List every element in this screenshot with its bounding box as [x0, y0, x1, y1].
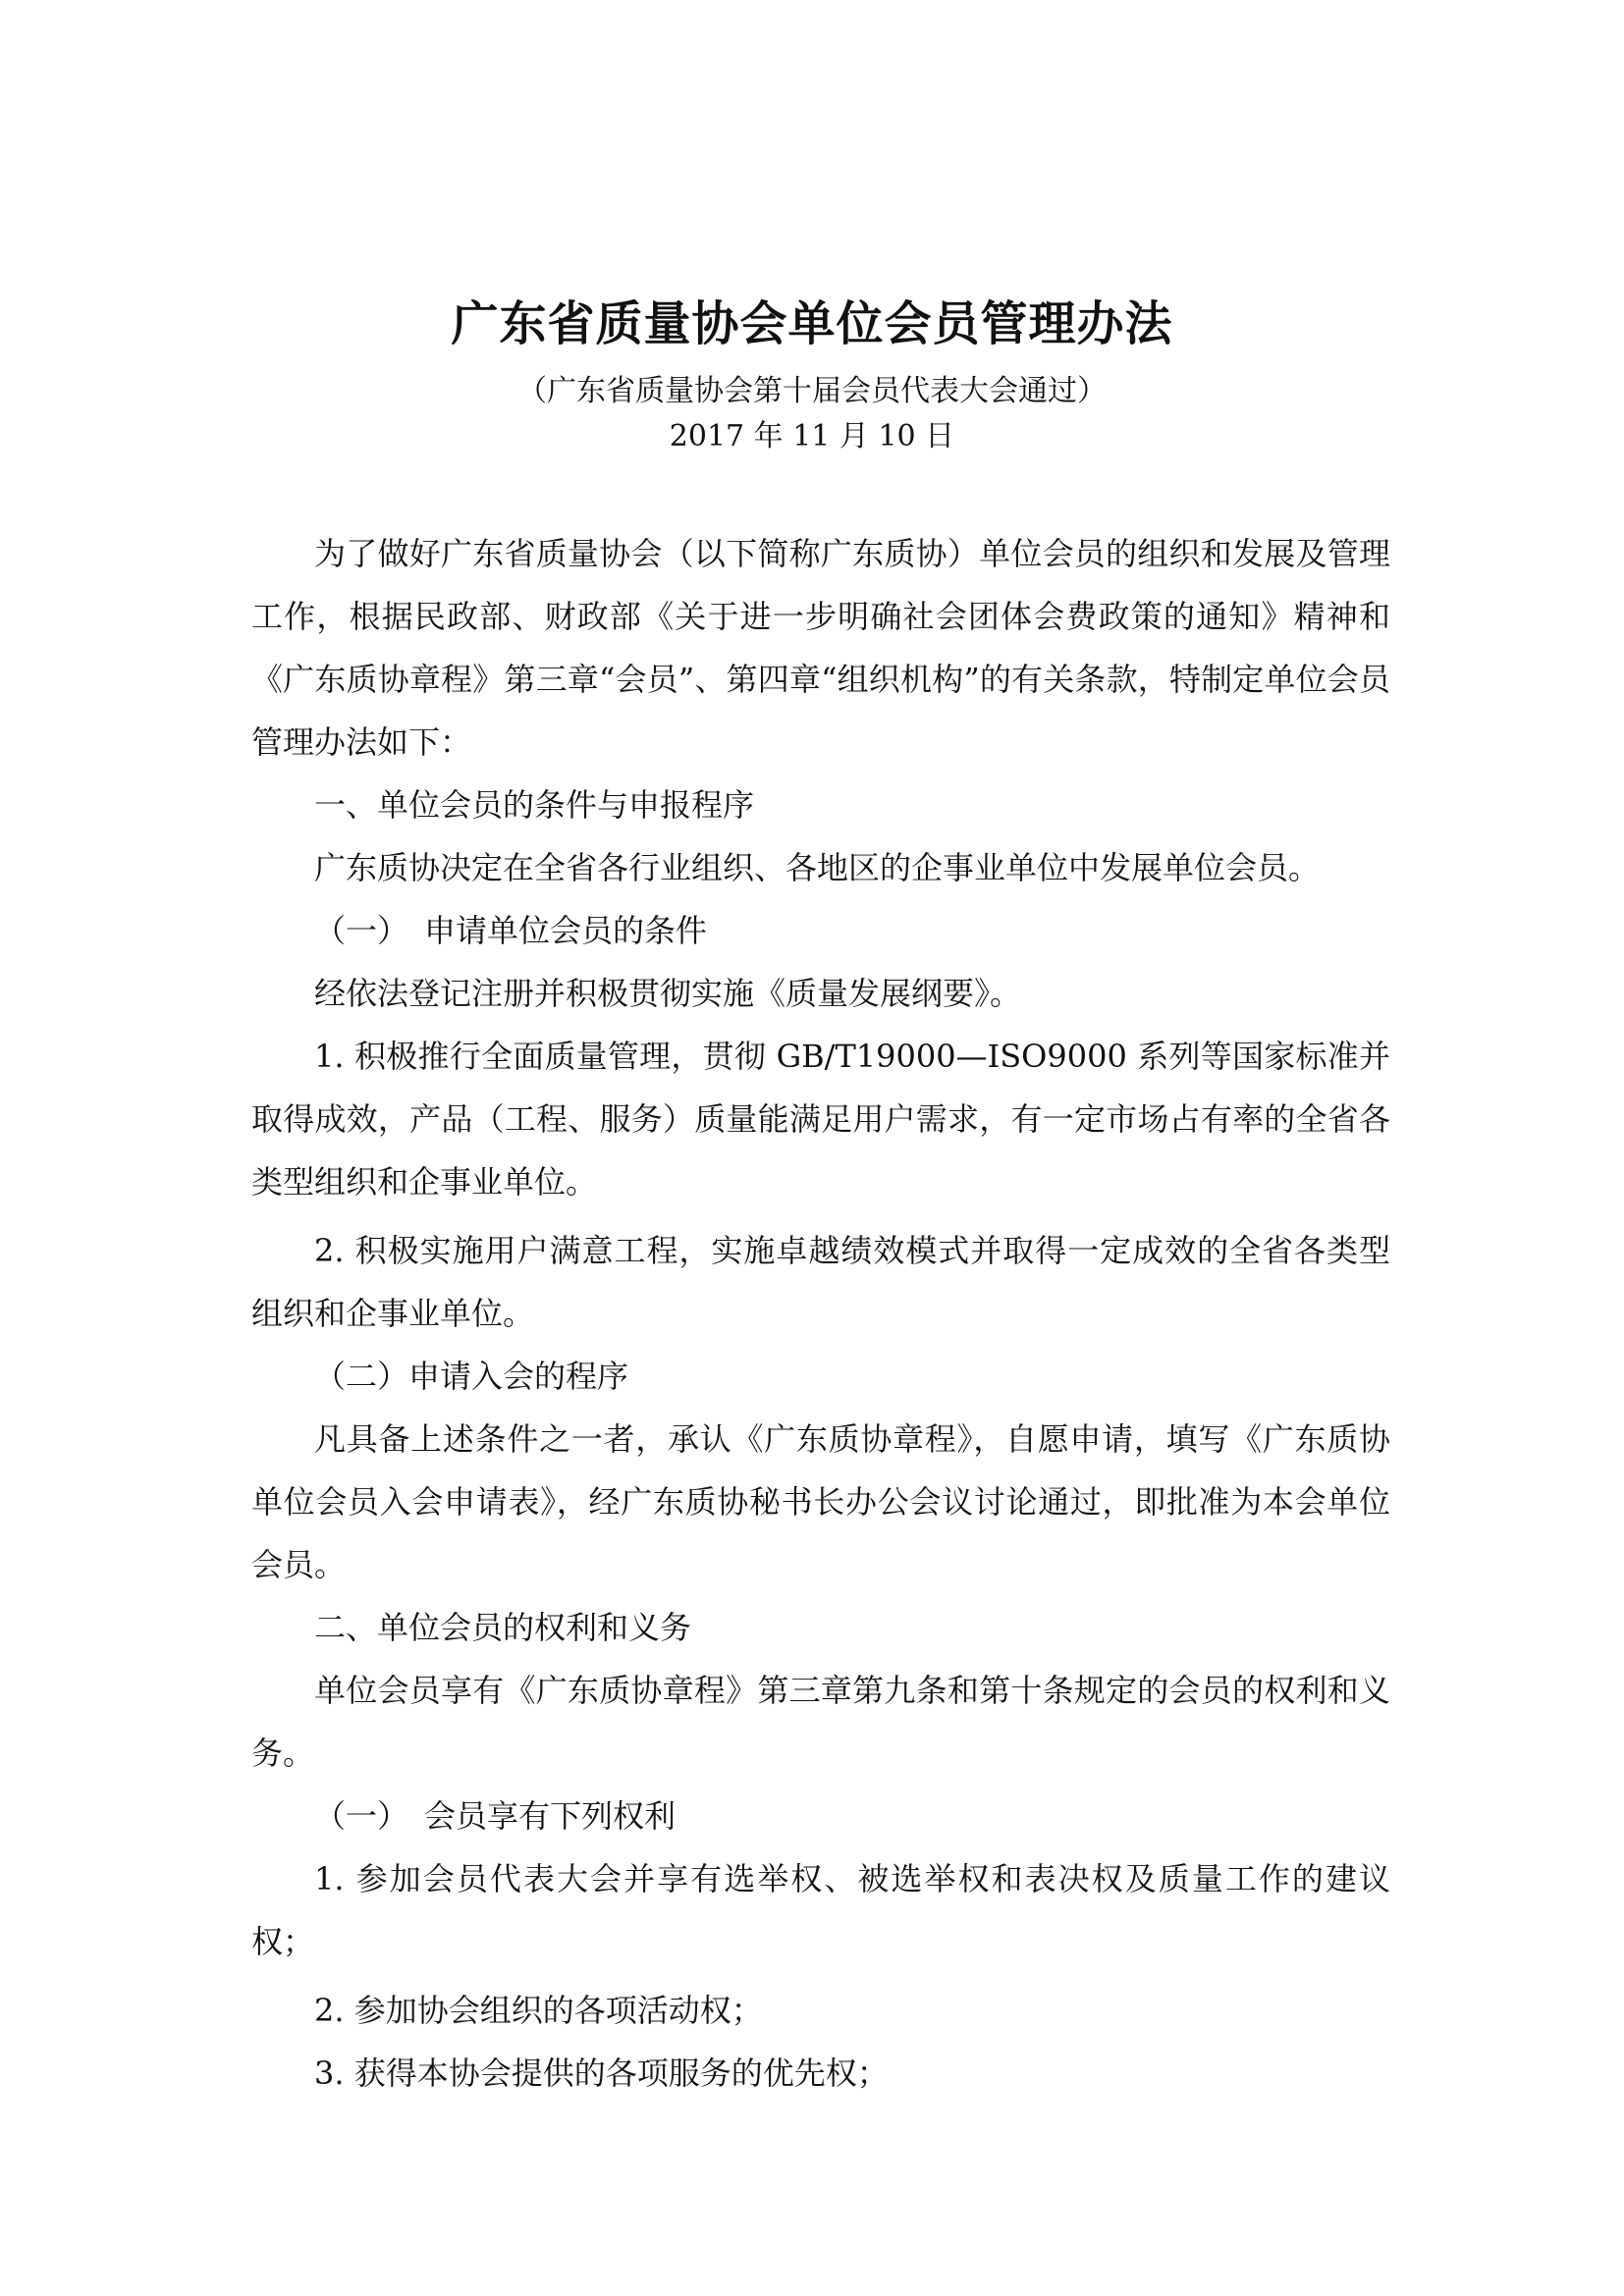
document-date: 2017 年 11 月 10 日 — [669, 419, 955, 454]
subsection-heading: （一） 申请单位会员的条件 — [314, 912, 708, 949]
section-heading-2: 二、单位会员的权利和义务 — [314, 1609, 692, 1646]
section-heading-1: 一、单位会员的条件与申报程序 — [314, 786, 755, 824]
list-item: 2. 积极实施用户满意工程，实施卓越绩效模式并取得一定成效的全省各类型组织和企事业单位。 — [251, 1232, 1390, 1332]
paragraph: 单位会员享有《广东质协章程》第三章第九条和第十条规定的会员的权利和义务。 — [251, 1672, 1390, 1772]
paragraph: 经依法登记注册并积极贯彻实施《质量发展纲要》。 — [314, 975, 1022, 1012]
paragraph: 广东质协决定在全省各行业组织、各地区的企事业单位中发展单位会员。 — [314, 849, 1321, 886]
subsection-heading: （二）申请入会的程序 — [314, 1358, 629, 1395]
document-subtitle: （广东省质量协会第十届会员代表大会通过） — [517, 374, 1107, 408]
document-title: 广东省质量协会单位会员管理办法 — [451, 296, 1173, 351]
list-item: 1. 参加会员代表大会并享有选举权、被选举权和表决权及质量工作的建议权； — [251, 1860, 1390, 1960]
document-body — [251, 522, 1390, 2105]
paragraph-intro: 为了做好广东省质量协会（以下简称广东质协）单位会员的组织和发展及管理工作，根据民政部、财政部《关于进一步明确社会团体会费政策的通知》精神和《广东质协章程》第三章“会员”、第四章“组织机构”的有关条款，特制定单位会员管理办法如下： — [251, 535, 1390, 761]
list-item: 2. 参加协会组织的各项活动权； — [314, 1992, 763, 2029]
list-item: 3. 获得本协会提供的各项服务的优先权； — [314, 2055, 889, 2092]
paragraph: 凡具备上述条件之一者，承认《广东质协章程》，自愿申请，填写《广东质协单位会员入会申请表》，经广东质协秘书长办公会议讨论通过，即批准为本会单位会员。 — [251, 1420, 1390, 1583]
list-item: 1. 积极推行全面质量管理，贯彻 GB/T19000—ISO9000 系列等国家标准并取得成效，产品（工程、服务）质量能满足用户需求，有一定市场占有率的全省各类型组织和企事业单位。 — [251, 1038, 1390, 1201]
subsection-heading: （一） 会员享有下列权利 — [314, 1797, 677, 1835]
